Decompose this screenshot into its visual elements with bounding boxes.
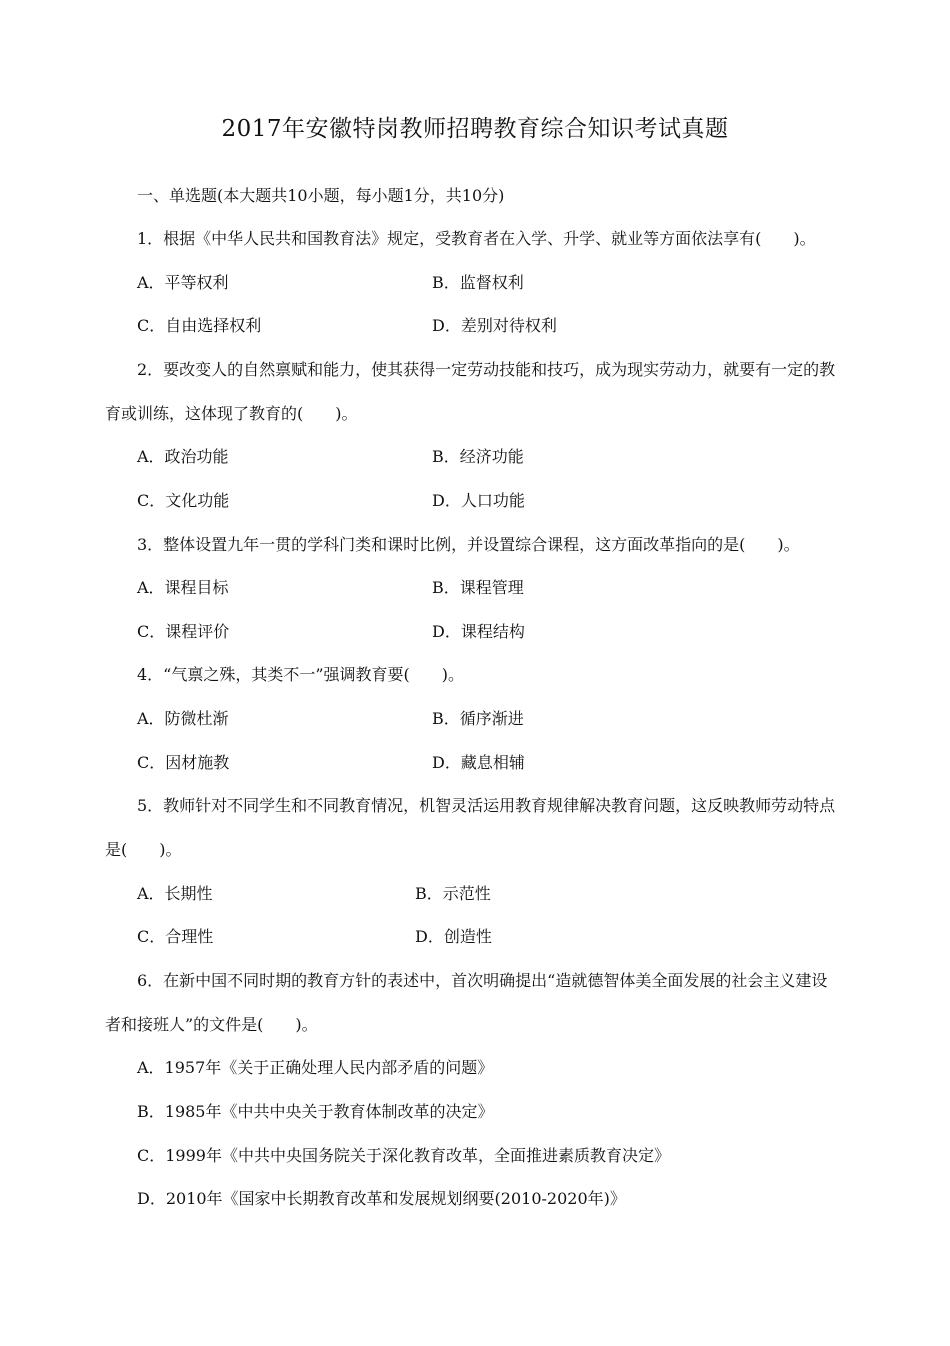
question-6-stem-line-1: 6．在新中国不同时期的教育方针的表述中，首次明确提出“造就德智体美全面发展的社会主义建设: [137, 971, 828, 990]
question-4-stem: 4．“气禀之殊，其类不一”强调教育要( )。: [137, 665, 465, 684]
question-5-option-b: B．示范性: [415, 884, 491, 903]
question-6-option-a: A．1957年《关于正确处理人民内部矛盾的问题》: [137, 1058, 494, 1077]
question-5-option-c: C．合理性: [137, 927, 214, 946]
question-3-option-b: B．课程管理: [432, 578, 524, 597]
question-4-option-b: B．循序渐进: [432, 709, 524, 728]
question-5-option-d: D．创造性: [415, 927, 492, 946]
question-4-option-a: A．防微杜渐: [137, 709, 229, 728]
question-3-option-c: C．课程评价: [137, 622, 230, 641]
question-5-option-a: A．长期性: [137, 884, 213, 903]
question-1-option-c: C．自由选择权利: [137, 316, 262, 335]
question-3-option-a: A．课程目标: [137, 578, 229, 597]
question-3-option-d: D．课程结构: [432, 622, 525, 641]
question-2-option-c: C．文化功能: [137, 491, 230, 510]
question-4-option-c: C．因材施教: [137, 753, 230, 772]
question-1-stem: 1．根据《中华人民共和国教育法》规定，受教育者在入学、升学、就业等方面依法享有( )。: [137, 229, 816, 248]
question-5-stem-line-1: 5．教师针对不同学生和不同教育情况，机智灵活运用教育规律解决教育问题，这反映教师劳动特点: [137, 796, 836, 815]
question-6-stem-line-2: 者和接班人”的文件是( )。: [105, 1015, 318, 1034]
question-1-option-d: D．差别对待权利: [432, 316, 557, 335]
question-2-option-d: D．人口功能: [432, 491, 525, 510]
question-5-stem-line-2: 是( )。: [105, 840, 182, 859]
question-1-option-a: A．平等权利: [137, 273, 229, 292]
question-3-stem: 3．整体设置九年一贯的学科门类和课时比例，并设置综合课程，这方面改革指向的是( )。: [137, 535, 800, 554]
question-2-stem-line-2: 育或训练，这体现了教育的( )。: [105, 404, 358, 423]
question-6-option-c: C．1999年《中共中央国务院关于深化教育改革，全面推进素质教育决定》: [137, 1146, 670, 1165]
question-4-option-d: D．藏息相辅: [432, 753, 525, 772]
question-2-stem-line-1: 2．要改变人的自然禀赋和能力，使其获得一定劳动技能和技巧，成为现实劳动力，就要有一定的教: [137, 360, 836, 379]
question-6-option-b: B．1985年《中共中央关于教育体制改革的决定》: [137, 1102, 494, 1121]
question-2-option-b: B．经济功能: [432, 447, 524, 466]
question-1-option-b: B．监督权利: [432, 273, 524, 292]
document-title: 2017年安徽特岗教师招聘教育综合知识考试真题: [221, 116, 729, 142]
section-heading: 一、单选题(本大题共10小题，每小题1分，共10分): [137, 186, 505, 205]
question-2-option-a: A．政治功能: [137, 447, 229, 466]
question-6-option-d: D．2010年《国家中长期教育改革和发展规划纲要(2010-2020年)》: [137, 1189, 626, 1208]
